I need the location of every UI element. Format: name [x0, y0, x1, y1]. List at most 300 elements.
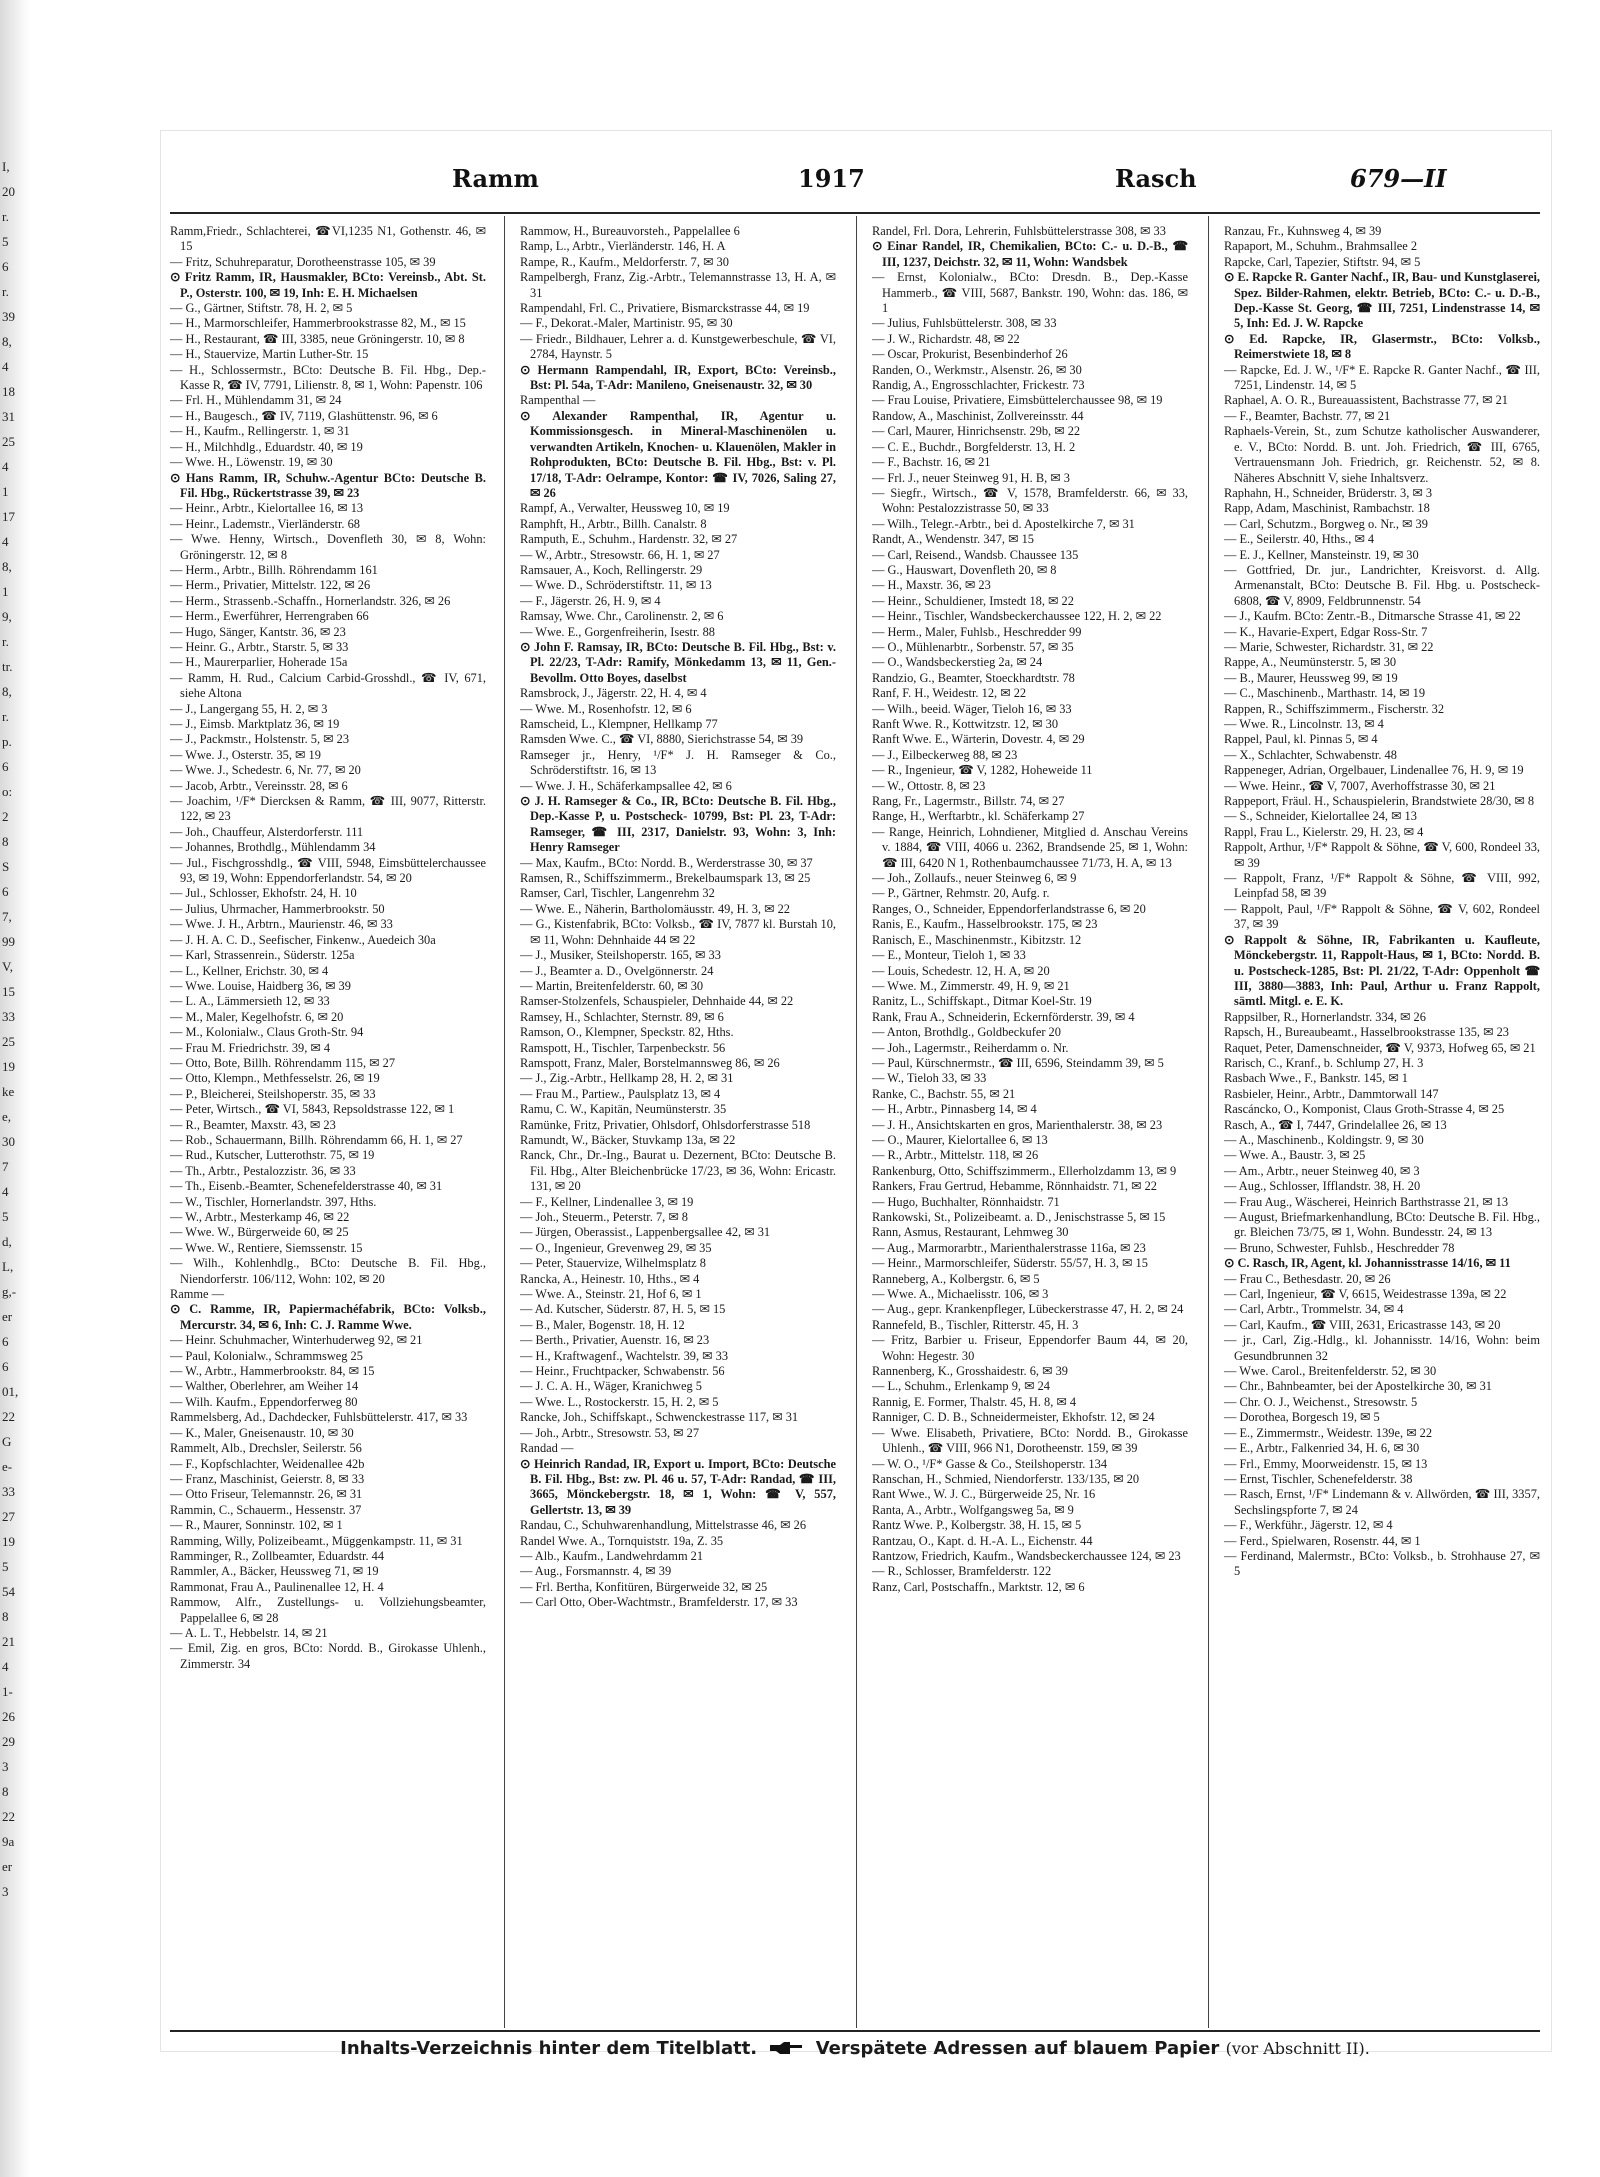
directory-entry: ⊙ E. Rapcke R. Ganter Nachf., IR, Bau- und Kunstglaserei, Spez. Bilder-Rahmen, elektr. Betrieb, BCto: C.- u. D.-B., Dep.-Kasse St. Georg, ☎ III, 7251, Lindenstrasse 14, ✉ 5, Inh: Ed. J. W. Rapcke — [1224, 270, 1540, 331]
gutter-fragment: 99 — [2, 934, 15, 949]
directory-entry: — H., Restaurant, ☎ III, 3385, neue Gröningerstr. 10, ✉ 8 — [170, 331, 465, 346]
gutter-fragment: V, — [2, 959, 13, 974]
directory-entry: Raphael, A. O. R., Bureauassistent, Bachstrasse 77, ✉ 21 — [1224, 393, 1508, 408]
directory-entry: — August, Briefmarkenhandlung, BCto: Deutsche B. Fil. Hbg., gr. Bleichen 73/75, ✉ 1, Wohn. Bundesstr. 24, ✉ 13 — [1224, 1210, 1540, 1240]
directory-entry: — Julius, Fuhlsbüttelerstr. 308, ✉ 33 — [872, 316, 1057, 331]
directory-entry: — P., Bleicherei, Steilshoperstr. 35, ✉ 33 — [170, 1086, 376, 1101]
directory-entry: Randow, A., Maschinist, Zollvereinsstr. 44 — [872, 408, 1084, 423]
gutter-fragment: g,- — [2, 1284, 17, 1299]
gutter-fragment: G — [2, 1434, 12, 1449]
gutter-fragment: 26 — [2, 1709, 15, 1724]
directory-entry: — X., Schlachter, Schwabenstr. 48 — [1224, 747, 1397, 762]
directory-entry: — Heinr. Schuhmacher, Winterhuderweg 92, ✉ 21 — [170, 1333, 423, 1348]
directory-entry: — Carl, Kaufm., ☎ VIII, 2631, Ericastrasse 143, ✉ 20 — [1224, 1317, 1501, 1332]
directory-entry: Rapp, Adam, Maschinist, Rambachstr. 18 — [1224, 501, 1430, 516]
directory-entry: Rasbieler, Heinr., Arbtr., Dammtorwall 147 — [1224, 1086, 1439, 1101]
gutter-fragment: 29 — [2, 1734, 15, 1749]
directory-entry: — Karl, Strassenrein., Süderstr. 125a — [170, 948, 355, 963]
directory-entry: Rancke, Joh., Schiffskapt., Schwenckestrasse 117, ✉ 31 — [520, 1410, 799, 1425]
directory-entry: Ramser, Carl, Tischler, Langenrehm 32 — [520, 886, 715, 901]
directory-entry: Rannenberg, K., Grosshaidestr. 6, ✉ 39 — [872, 1364, 1068, 1379]
directory-entry: — C. E., Buchdr., Borgfelderstr. 13, H. 2 — [872, 439, 1076, 454]
gutter-fragment: e, — [2, 1109, 12, 1124]
directory-entry: — S., Schneider, Kielortallee 24, ✉ 13 — [1224, 809, 1417, 824]
directory-entry: Ramson, O., Klempner, Speckstr. 82, Hths. — [520, 1025, 734, 1040]
directory-entry: Ramser-Stolzenfels, Schauspieler, Dehnhaide 44, ✉ 22 — [520, 994, 794, 1009]
directory-entry: Rapaport, M., Schuhm., Brahmsallee 2 — [1224, 239, 1418, 254]
page-footer — [170, 2038, 1540, 2072]
directory-entry: — F., Kellner, Lindenallee 3, ✉ 19 — [520, 1194, 694, 1209]
directory-entry: — Am., Arbtr., neuer Steinweg 40, ✉ 3 — [1224, 1163, 1420, 1178]
directory-entry: — H., Arbtr., Pinnasberg 14, ✉ 4 — [872, 1102, 1037, 1117]
directory-entry: Ramming, Willy, Polizeibeamt., Müggenkampstr. 11, ✉ 31 — [170, 1533, 463, 1548]
directory-entry: — Carl, Ingenieur, ☎ V, 6615, Weidestrasse 139a, ✉ 22 — [1224, 1287, 1507, 1302]
page-header — [170, 164, 1540, 200]
gutter-fragment: 22 — [2, 1409, 15, 1424]
directory-entry: — Wwe. E., Näherin, Bartholomäusstr. 49, H. 3, ✉ 22 — [520, 901, 790, 916]
directory-entry: Rammonat, Frau A., Paulinenallee 12, H. 4 — [170, 1579, 384, 1594]
gutter-fragment: r. — [2, 634, 9, 649]
directory-page — [170, 140, 1540, 2059]
directory-entry: — Oscar, Prokurist, Besenbinderhof 26 — [872, 347, 1068, 362]
directory-entry: — Ferd., Spielwaren, Rosenstr. 44, ✉ 1 — [1224, 1533, 1421, 1548]
directory-entry: — P., Gärtner, Rehmstr. 20, Aufg. r. — [872, 886, 1050, 901]
directory-entry: — Rappolt, Franz, ¹/F* Rappolt & Söhne, ☎ VIII, 992, Leinpfad 58, ✉ 39 — [1224, 871, 1540, 901]
gutter-fragment: 25 — [2, 1034, 15, 1049]
directory-entry: Randzio, G., Beamter, Stoeckhardtstr. 78 — [872, 670, 1075, 685]
gutter-fragment: ke — [2, 1084, 15, 1099]
directory-entry: — W., Tischler, Hornerlandstr. 397, Hths. — [170, 1194, 377, 1209]
footer-rule — [170, 2030, 1540, 2032]
directory-entry: Ramphft, H., Arbtr., Billh. Canalstr. 8 — [520, 516, 707, 531]
directory-entry: — G., Hauswart, Dovenfleth 20, ✉ 8 — [872, 562, 1057, 577]
directory-entry: — Wwe. D., Schröderstiftstr. 11, ✉ 13 — [520, 578, 712, 593]
binding-gutter — [0, 0, 30, 2177]
directory-entry: Rannefeld, B., Tischler, Ritterstr. 45, H. 3 — [872, 1317, 1079, 1332]
directory-entry: ⊙ Ed. Rapcke, IR, Glasermstr., BCto: Volksb., Reimerstwiete 18, ✉ 8 — [1224, 331, 1540, 362]
directory-entry: — L. A., Lämmersieth 12, ✉ 33 — [170, 994, 330, 1009]
directory-entry: — R., Arbtr., Mittelstr. 118, ✉ 26 — [872, 1148, 1039, 1163]
directory-entry: — Herm., Ewerführer, Herrengraben 66 — [170, 609, 369, 624]
directory-entry: — Frau M., Partiew., Paulsplatz 13, ✉ 4 — [520, 1086, 721, 1101]
gutter-fragment: e- — [2, 1459, 13, 1474]
directory-entry: — Wwe. A., Steinstr. 21, Hof 6, ✉ 1 — [520, 1287, 702, 1302]
directory-entry: — Heinr., Arbtr., Kielortallee 16, ✉ 13 — [170, 501, 364, 516]
directory-entry: — Joh., Arbtr., Stresowstr. 53, ✉ 27 — [520, 1425, 700, 1440]
gutter-fragment: 17 — [2, 509, 15, 524]
directory-entry: Rapcke, Carl, Tapezier, Stiftstr. 94, ✉ 5 — [1224, 254, 1421, 269]
directory-entry: — Joh., Lagermstr., Reiherdamm o. Nr. — [872, 1040, 1069, 1055]
directory-entry: — B., Maler, Bogenstr. 18, H. 12 — [520, 1317, 685, 1332]
gutter-fragment: 30 — [2, 1134, 15, 1149]
directory-entry: — Otto Friseur, Telemannstr. 26, ✉ 31 — [170, 1487, 363, 1502]
directory-entry: — Rapcke, Ed. J. W., ¹/F* E. Rapcke R. Ganter Nachf., ☎ III, 7251, Lindenstr. 14, ✉ 5 — [1224, 362, 1540, 393]
directory-entry: Ranft Wwe. R., Kottwitzstr. 12, ✉ 30 — [872, 717, 1059, 731]
directory-entry: — Carl, Arbtr., Trommelstr. 34, ✉ 4 — [1224, 1302, 1404, 1317]
directory-entry: — Heinr. G., Arbtr., Starstr. 5, ✉ 33 — [170, 639, 349, 654]
directory-entry: Ranta, A., Arbtr., Wolfgangsweg 5a, ✉ 9 — [872, 1502, 1074, 1517]
directory-entry: — E., Zimmermstr., Weidestr. 139e, ✉ 22 — [1224, 1425, 1433, 1440]
directory-entry: — J. H., Ansichtskarten en gros, Marienthalerstr. 38, ✉ 23 — [872, 1117, 1163, 1132]
directory-entry: Rappe, A., Neumünsterstr. 5, ✉ 30 — [1224, 655, 1397, 670]
directory-entry: — Wwe. R., Lincolnstr. 13, ✉ 4 — [1224, 717, 1384, 731]
directory-entry: Rampelbergh, Franz, Zig.-Arbtr., Telemannstrasse 13, H. A, ✉ 31 — [520, 270, 836, 300]
gutter-fragment: 6 — [2, 759, 9, 774]
gutter-fragment: er — [2, 1309, 13, 1324]
directory-entry: — J., Zig.-Arbtr., Hellkamp 28, H. 2, ✉ 31 — [520, 1071, 734, 1086]
directory-entry: — Frau M. Friedrichstr. 39, ✉ 4 — [170, 1040, 331, 1055]
directory-entry: — Jürgen, Oberassist., Lappenbergsallee 42, ✉ 31 — [520, 1225, 771, 1240]
directory-entry: — H., Milchhdlg., Eduardstr. 40, ✉ 19 — [170, 439, 363, 454]
directory-entry: — L., Schuhm., Erlenkamp 9, ✉ 24 — [872, 1379, 1050, 1394]
directory-entry: — Fritz, Schuhreparatur, Dorotheenstrasse 105, ✉ 39 — [170, 254, 436, 269]
directory-entry: Randel, Frl. Dora, Lehrerin, Fuhlsbüttelerstrasse 308, ✉ 33 — [872, 224, 1166, 238]
directory-entry: — Wwe. A., Baustr. 3, ✉ 25 — [1224, 1148, 1366, 1163]
gutter-fragment: 4 — [2, 1184, 9, 1199]
gutter-fragment: d, — [2, 1234, 12, 1249]
directory-entry: — Herm., Privatier, Mittelstr. 122, ✉ 26 — [170, 578, 371, 593]
directory-entry: — Wilh., beeid. Wäger, Tieloh 16, ✉ 33 — [872, 701, 1072, 716]
gutter-fragment: 8, — [2, 559, 12, 574]
directory-entry: — Peter, Wirtsch., ☎ VI, 5843, Repsoldstrasse 122, ✉ 1 — [170, 1102, 455, 1117]
directory-entry: — H., Marmorschleifer, Hammerbrookstrasse 82, M., ✉ 15 — [170, 316, 466, 331]
directory-entry: — Martin, Breitenfelderstr. 60, ✉ 30 — [520, 978, 704, 993]
directory-entry: — W., Ottostr. 8, ✉ 23 — [872, 778, 986, 793]
directory-column-4 — [1224, 224, 1540, 2024]
directory-entry: — H., Stauervize, Martin Luther-Str. 15 — [170, 347, 369, 362]
directory-entry: — E., Monteur, Tieloh 1, ✉ 33 — [872, 948, 1026, 963]
directory-entry: Ranges, O., Schneider, Eppendorferlandstrasse 6, ✉ 20 — [872, 901, 1146, 916]
directory-entry: Rammow, Alfr., Zustellungs- u. Vollziehungsbeamter, Pappelallee 6, ✉ 28 — [170, 1595, 486, 1625]
directory-entry: — J., Packmstr., Holstenstr. 5, ✉ 23 — [170, 732, 350, 747]
directory-entry: — Frau Louise, Privatiere, Eimsbüttelerchaussee 98, ✉ 19 — [872, 393, 1163, 408]
directory-entry: — A. L. T., Hebbelstr. 14, ✉ 21 — [170, 1625, 328, 1640]
directory-entry: — F., Dekorat.-Maler, Martinistr. 95, ✉ 30 — [520, 316, 733, 331]
directory-entry: — C., Maschinenb., Marthastr. 14, ✉ 19 — [1224, 686, 1426, 701]
gutter-fragment: I, — [2, 159, 10, 174]
directory-entry: — W. O., ¹/F* Gasse & Co., Steilshoperstr. 134 — [872, 1456, 1108, 1471]
gutter-fragment: 4 — [2, 534, 9, 549]
gutter-fragment: 1- — [2, 1684, 13, 1699]
gutter-fragment: 3 — [2, 1884, 9, 1899]
directory-entry: Ramputh, E., Schuhm., Hardenstr. 32, ✉ 27 — [520, 532, 738, 547]
directory-entry: — Frau Aug., Wäscherei, Heinrich Barthstrasse 21, ✉ 13 — [1224, 1194, 1509, 1209]
directory-entry: Rampf, A., Verwalter, Heussweg 10, ✉ 19 — [520, 501, 730, 516]
directory-entry: Ramsden Wwe. C., ☎ VI, 8880, Sierichstrasse 54, ✉ 39 — [520, 732, 804, 747]
pointing-hand-icon — [769, 2041, 803, 2055]
directory-entry: — Hugo, Sänger, Kantstr. 36, ✉ 23 — [170, 624, 346, 639]
gutter-fragment: 27 — [2, 1509, 15, 1524]
directory-entry: — M., Kolonialw., Claus Groth-Str. 94 — [170, 1025, 364, 1040]
directory-entry: — E. J., Kellner, Mansteinstr. 19, ✉ 30 — [1224, 547, 1419, 562]
directory-entry: — F., Jägerstr. 26, H. 9, ✉ 4 — [520, 593, 661, 608]
directory-entry: — H., Baugesch., ☎ IV, 7119, Glashüttenstr. 96, ✉ 6 — [170, 408, 438, 423]
directory-entry: — Louis, Schedestr. 12, H. A, ✉ 20 — [872, 963, 1050, 978]
gutter-fragment: 8, — [2, 684, 12, 699]
directory-entry: — Joh., Steuerm., Peterstr. 7, ✉ 8 — [520, 1210, 689, 1224]
directory-entry: — H., Schlossermstr., BCto: Deutsche B. Fil. Hbg., Dep.-Kasse R, ☎ IV, 7791, Lilienstr. 8, ✉ 1, Wohn: Papenstr. 106 — [170, 362, 486, 393]
directory-entry: Ramscheid, L., Klempner, Hellkamp 77 — [520, 717, 718, 731]
directory-entry: — Aug., Schlosser, Ifflandstr. 38, H. 20 — [1224, 1179, 1421, 1194]
directory-entry: Ramsey, H., Schlachter, Sternstr. 89, ✉ 6 — [520, 1009, 724, 1024]
directory-entry: Randig, A., Engrosschlachter, Frickestr. 73 — [872, 378, 1085, 393]
directory-entry: — Herm., Strassenb.-Schaffn., Hornerlandstr. 326, ✉ 26 — [170, 593, 451, 608]
directory-entry: — Wwe. Louise, Haidberg 36, ✉ 39 — [170, 978, 351, 993]
directory-entry: — H., Maurerparlier, Hoherade 15a — [170, 655, 348, 670]
directory-entry: Rantz Wwe. P., Kolbergstr. 38, H. 15, ✉ 5 — [872, 1518, 1082, 1533]
directory-entry: — Frl. H., Mühlendamm 31, ✉ 24 — [170, 393, 342, 408]
gutter-fragment: 9a — [2, 1834, 15, 1849]
directory-entry: — Wilh., Telegr.-Arbtr., bei d. Apostelkirche 7, ✉ 31 — [872, 516, 1135, 531]
gutter-fragment: 19 — [2, 1059, 15, 1074]
directory-entry: — Wwe. L., Rostockerstr. 15, H. 2, ✉ 5 — [520, 1394, 719, 1409]
directory-entry: — Heinr., Schuldiener, Imstedt 18, ✉ 22 — [872, 593, 1074, 608]
header-last-name: Rasch — [1115, 164, 1197, 193]
directory-entry: — Peter, Stauervize, Wilhelmsplatz 8 — [520, 1256, 706, 1271]
directory-entry: — Otto, Bote, Billh. Röhrendamm 115, ✉ 27 — [170, 1055, 396, 1070]
gutter-fragment: 54 — [2, 1584, 15, 1599]
directory-entry: — Th., Arbtr., Pestalozzistr. 36, ✉ 33 — [170, 1163, 356, 1178]
directory-entry: Rappl, Frau L., Kielerstr. 29, H. 23, ✉ 4 — [1224, 824, 1424, 839]
directory-entry: — Hugo, Buchhalter, Rönnhaidstr. 71 — [872, 1194, 1060, 1209]
directory-entry: Ramp, L., Arbtr., Vierländerstr. 146, H. A — [520, 239, 726, 254]
directory-entry: Randen, O., Werkmstr., Alsenstr. 26, ✉ 30 — [872, 362, 1082, 377]
directory-entry: — Aug., Marmorarbtr., Marienthalerstrasse 116a, ✉ 23 — [872, 1240, 1146, 1255]
directory-entry: — Otto, Klempn., Methfesselstr. 26, ✉ 19 — [170, 1071, 380, 1086]
directory-entry: — Carl, Schutzm., Borgweg o. Nr., ✉ 39 — [1224, 516, 1428, 531]
gutter-fragment: 20 — [2, 184, 15, 199]
directory-entry: — O., Mühlenarbtr., Sorbenstr. 57, ✉ 35 — [872, 639, 1074, 654]
directory-entry: ⊙ Hans Ramm, IR, Schuhw.-Agentur BCto: Deutsche B. Fil. Hbg., Rückertstrasse 39, ✉ 23 — [170, 470, 486, 500]
gutter-fragment: 15 — [2, 984, 15, 999]
directory-entry: Ranitz, L., Schiffskapt., Ditmar Koel-Str. 19 — [872, 994, 1092, 1009]
column-divider — [856, 216, 857, 2028]
gutter-fragment: 22 — [2, 1809, 15, 1824]
directory-entry: — O., Wandsbeckerstieg 2a, ✉ 24 — [872, 655, 1043, 670]
gutter-fragment: 6 — [2, 259, 9, 274]
directory-entry: — Frl. Bertha, Konfitüren, Bürgerweide 32, ✉ 25 — [520, 1579, 768, 1594]
gutter-fragment: 6 — [2, 1334, 9, 1349]
directory-entry: Ramminger, R., Zollbeamter, Eduardstr. 44 — [170, 1548, 385, 1563]
directory-entry: Ranniger, C. D. B., Schneidermeister, Ekhofstr. 12, ✉ 24 — [872, 1410, 1155, 1425]
directory-entry: — J., Kaufm. BCto: Zentr.-B., Ditmarsche Strasse 41, ✉ 22 — [1224, 609, 1521, 624]
directory-entry: Ramseger jr., Henry, ¹/F* J. H. Ramseger & Co., Schröderstiftstr. 16, ✉ 13 — [520, 747, 836, 778]
directory-entry: Rantzow, Friedrich, Kaufm., Wandsbeckerchaussee 124, ✉ 23 — [872, 1548, 1181, 1563]
directory-entry: — Wwe. A., Michaelisstr. 106, ✉ 3 — [872, 1287, 1049, 1302]
directory-entry: — J. C. A. H., Wäger, Kranichweg 5 — [520, 1379, 702, 1394]
header-rule — [170, 212, 1540, 214]
directory-entry: Rasch, A., ☎ I, 7447, Grindelallee 26, ✉ 13 — [1224, 1117, 1447, 1132]
directory-entry: Ramünke, Fritz, Privatier, Ohlsdorf, Ohlsdorferstrasse 518 — [520, 1117, 811, 1132]
directory-entry: — Ferdinand, Malermstr., BCto: Volksb., b. Strohhause 27, ✉ 5 — [1224, 1548, 1540, 1579]
directory-entry: Ramsen, R., Schiffszimmerm., Brekelbaumspark 13, ✉ 25 — [520, 871, 811, 886]
directory-entry: Ranneberg, A., Kolbergstr. 6, ✉ 5 — [872, 1271, 1040, 1286]
directory-entry: Rann, Asmus, Restaurant, Lehmweg 30 — [872, 1225, 1069, 1240]
directory-entry: — Th., Eisenb.-Beamter, Schenefelderstrasse 40, ✉ 31 — [170, 1179, 443, 1194]
directory-entry: Ramme — — [170, 1287, 225, 1302]
gutter-fragment: 1 — [2, 584, 9, 599]
directory-entry: Rappen, R., Schiffszimmerm., Fischerstr. 32 — [1224, 701, 1445, 716]
directory-entry: ⊙ Fritz Ramm, IR, Hausmakler, BCto: Vereinsb., Abt. St. P., Osterstr. 100, ✉ 19, Inh: E. H. Michaelsen — [170, 270, 486, 300]
footer-late-addresses-note: Verspätete Adressen auf blauem Papier — [815, 2038, 1220, 2059]
gutter-fragment: L, — [2, 1259, 14, 1274]
directory-entry: Rancka, A., Heinestr. 10, Hths., ✉ 4 — [520, 1271, 700, 1286]
directory-entry: — R., Schlosser, Bramfelderstr. 122 — [872, 1564, 1052, 1579]
directory-entry: — R., Maurer, Sonninstr. 102, ✉ 1 — [170, 1518, 343, 1533]
directory-entry: ⊙ C. Rasch, IR, Agent, kl. Johannisstrasse 14/16, ✉ 11 — [1224, 1256, 1511, 1271]
gutter-fragment: r. — [2, 709, 9, 724]
gutter-fragment: o: — [2, 784, 13, 799]
directory-entry: — Max, Kaufm., BCto: Nordd. B., Werderstrasse 30, ✉ 37 — [520, 855, 813, 870]
directory-entry: Ranft Wwe. E., Wärterin, Dovestr. 4, ✉ 29 — [872, 732, 1085, 747]
directory-entry: ⊙ John F. Ramsay, IR, BCto: Deutsche B. Fil. Hbg., Bst: v. Pl. 22/23, T-Adr: Ramify, Mönkedamm 13, ✉ 11, Gen.-Bevollm. Otto Boyes, daselbst — [520, 639, 836, 685]
header-page-number: 679—II — [1350, 164, 1447, 193]
gutter-fragment: 6 — [2, 1359, 9, 1374]
gutter-fragment: 4 — [2, 359, 9, 374]
gutter-fragment: 4 — [2, 459, 9, 474]
directory-entry: — Julius, Uhrmacher, Hammerbrookstr. 50 — [170, 901, 385, 916]
directory-entry: Randt, A., Wendenstr. 347, ✉ 15 — [872, 532, 1034, 547]
directory-entry: — W., Arbtr., Hammerbrookstr. 84, ✉ 15 — [170, 1364, 375, 1379]
directory-entry: — Frau C., Bethesdastr. 20, ✉ 26 — [1224, 1271, 1391, 1286]
directory-entry: — E., Seilerstr. 40, Hths., ✉ 4 — [1224, 532, 1375, 547]
directory-entry: Rampendahl, Frl. C., Privatiere, Bismarckstrasse 44, ✉ 19 — [520, 301, 810, 316]
directory-entry: Rang, Fr., Lagermstr., Billstr. 74, ✉ 27 — [872, 794, 1065, 809]
directory-entry: — B., Maurer, Heussweg 99, ✉ 19 — [1224, 670, 1398, 685]
directory-entry: — Carl Otto, Ober-Wachtmstr., Bramfelderstr. 17, ✉ 33 — [520, 1595, 798, 1610]
gutter-fragment: 39 — [2, 309, 15, 324]
directory-entry: — O., Ingenieur, Grevenweg 29, ✉ 35 — [520, 1240, 712, 1255]
directory-entry: — Wwe. M., Rosenhofstr. 12, ✉ 6 — [520, 701, 692, 716]
gutter-fragment: 19 — [2, 1534, 15, 1549]
directory-column-3 — [872, 224, 1188, 2024]
directory-entry: ⊙ Heinrich Randad, IR, Export u. Import, BCto: Deutsche B. Fil. Hbg., Bst: zw. Pl. 46 u. 57, T-Adr: Randad, ☎ III, 3665, Mönckebergstr. 18, ✉ 1, Wohn: ☎ V, 557, Gellertstr. 13, ✉ 39 — [520, 1456, 836, 1517]
directory-entry: — Wwe. M., Zimmerstr. 49, H. 9, ✉ 21 — [872, 978, 1070, 993]
directory-entry: Rammelt, Alb., Drechsler, Seilerstr. 56 — [170, 1441, 362, 1456]
directory-entry: Ramm,Friedr., Schlachterei, ☎VI,1235 N1, Gothenstr. 46, ✉ 15 — [170, 224, 486, 254]
footer-section-note: (vor Abschnitt II). — [1225, 2039, 1370, 2058]
directory-entry: — Wwe. H., Löwenstr. 19, ✉ 30 — [170, 455, 333, 470]
gutter-fragment: p. — [2, 734, 12, 749]
directory-entry: — Rappolt, Paul, ¹/F* Rappolt & Söhne, ☎ V, 602, Rondeel 37, ✉ 39 — [1224, 901, 1540, 932]
directory-entry: — Fritz, Barbier u. Friseur, Eppendorfer Baum 44, ✉ 20, Wohn: Hegestr. 30 — [872, 1333, 1188, 1363]
directory-entry: Rankers, Frau Gertrud, Hebamme, Rönnhaidstr. 71, ✉ 22 — [872, 1179, 1157, 1194]
directory-entry: ⊙ C. Ramme, IR, Papiermachéfabrik, BCto: Volksb., Mercurstr. 34, ✉ 6, Inh: C. J. Ramme Wwe. — [170, 1302, 486, 1332]
gutter-fragment: r. — [2, 209, 9, 224]
directory-entry: Rapsch, H., Bureaubeamt., Hasselbrookstrasse 135, ✉ 23 — [1224, 1025, 1509, 1040]
directory-entry: Randau, C., Schuhwarenhandlung, Mittelstrasse 46, ✉ 26 — [520, 1518, 807, 1533]
gutter-fragment: 21 — [2, 1634, 15, 1649]
gutter-fragment: 01, — [2, 1384, 19, 1399]
directory-entry: Rappel, Paul, kl. Pinnas 5, ✉ 4 — [1224, 732, 1378, 747]
directory-entry: — J., Beamter a. D., Ovelgönnerstr. 24 — [520, 963, 714, 978]
directory-entry: — W., Tieloh 33, ✉ 33 — [872, 1071, 987, 1086]
directory-entry: — Range, Heinrich, Lohndiener, Mitglied d. Anschau Vereins v. 1884, ☎ VIII, 4066 u. 2362, Brandsende 25, ✉ 1, Wohn: ☎ III, 6420 N 1, Rothenbaumchaussee 71/73, H. A, ✉ 13 — [872, 824, 1188, 870]
directory-entry: — Joh., Chauffeur, Alsterdorferstr. 111 — [170, 824, 364, 839]
directory-entry: — G., Kistenfabrik, BCto: Volksb., ☎ IV, 7877 kl. Burstah 10, ✉ 11, Wohn: Dehnhaide 44 ✉ 22 — [520, 917, 836, 947]
gutter-fragment: 18 — [2, 384, 15, 399]
directory-entry: Ranis, E., Kaufm., Hasselbrookstr. 175, ✉ 23 — [872, 917, 1098, 932]
gutter-fragment: 8, — [2, 334, 12, 349]
directory-entry: — Alb., Kaufm., Landwehrdamm 21 — [520, 1548, 704, 1563]
directory-entry: — H., Kraftwagenf., Wachtelstr. 39, ✉ 33 — [520, 1348, 729, 1363]
directory-entry: — Paul, Kürschnermstr., ☎ III, 6596, Steindamm 39, ✉ 5 — [872, 1055, 1164, 1070]
directory-entry: — Aug., gepr. Krankenpfleger, Lübeckerstrasse 47, H. 2, ✉ 24 — [872, 1302, 1184, 1317]
directory-entry: — A., Maschinenb., Koldingstr. 9, ✉ 30 — [1224, 1132, 1424, 1147]
directory-entry: Rarisch, C., Kranf., b. Schlump 27, H. 3 — [1224, 1055, 1424, 1070]
directory-entry: — Wilh. Kaufm., Eppendorferweg 80 — [170, 1394, 358, 1409]
directory-entry: ⊙ Einar Randel, IR, Chemikalien, BCto: C.- u. D.-B., ☎ III, 1237, Deichstr. 32, ✉ 11, Wohn: Wandsbek — [872, 239, 1188, 269]
directory-entry: Rammow, H., Bureauvorsteh., Pappelallee 6 — [520, 224, 740, 238]
directory-entry: — Rob., Schauermann, Billh. Röhrendamm 66, H. 1, ✉ 27 — [170, 1132, 463, 1147]
directory-entry: — J. W., Richardstr. 48, ✉ 22 — [872, 331, 1020, 346]
directory-entry: Rasbach Wwe., F., Bankstr. 145, ✉ 1 — [1224, 1071, 1408, 1086]
directory-entry: — K., Havarie-Expert, Edgar Ross-Str. 7 — [1224, 624, 1428, 639]
directory-entry: — Carl, Maurer, Hinrichsenstr. 29b, ✉ 22 — [872, 424, 1081, 439]
directory-entry: — Wwe. J., Schedestr. 6, Nr. 77, ✉ 20 — [170, 763, 361, 778]
directory-entry: — K., Maler, Gneisenaustr. 10, ✉ 30 — [170, 1425, 354, 1440]
directory-entry: — W., Arbtr., Mesterkamp 46, ✉ 22 — [170, 1210, 350, 1224]
gutter-fragment: 8 — [2, 834, 9, 849]
directory-entry: Rascáncko, O., Komponist, Claus Groth-Strasse 4, ✉ 25 — [1224, 1102, 1505, 1117]
directory-entry: — Wwe. Heinr., ☎ V, 7007, Averhoffstrasse 30, ✉ 21 — [1224, 778, 1496, 793]
directory-entry: Rappeport, Fräul. H., Schauspielerin, Brandstwiete 28/30, ✉ 8 — [1224, 794, 1535, 809]
directory-entry: — Wwe. J. H., Schäferkampsallee 42, ✉ 6 — [520, 778, 732, 793]
directory-entry: Rantzau, O., Kapt. d. H.-A. L., Eichenstr. 44 — [872, 1533, 1093, 1548]
directory-entry: Ranz, Carl, Postschaffn., Marktstr. 12, ✉ 6 — [872, 1579, 1085, 1594]
directory-entry: — Aug., Forsmannstr. 4, ✉ 39 — [520, 1564, 672, 1579]
gutter-fragment: er — [2, 1859, 13, 1874]
directory-entry: — Anton, Brothdlg., Goldbeckufer 20 — [872, 1025, 1061, 1040]
directory-entry: — Friedr., Bildhauer, Lehrer a. d. Kunstgewerbeschule, ☎ VI, 2784, Haynstr. 5 — [520, 331, 836, 362]
directory-entry: ⊙ Alexander Rampenthal, IR, Agentur u. Kommissionsgesch. in Mineral-Maschinenölen u. verwandten Artikeln, Knochen- u. Klauenölen, Makler in Rohprodukten, BCto: Deutsche B. Fil. Hbg., Bst: v. Pl. 17/18, T-Adr: Oelrampe, Kontor: ☎ IV, 7026, Saling 27, ✉ 26 — [520, 408, 836, 500]
directory-entry: — Bruno, Schwester, Fuhlsb., Heschredder 78 — [1224, 1240, 1455, 1255]
gutter-fragment: r. — [2, 284, 9, 299]
directory-entry: — Frl. J., neuer Steinweg 91, H. B, ✉ 3 — [872, 470, 1070, 485]
gutter-fragment: 8 — [2, 1784, 9, 1799]
directory-entry: Ranzau, Fr., Kuhnsweg 4, ✉ 39 — [1224, 224, 1382, 238]
directory-entry: Ranck, Chr., Dr.-Ing., Baurat u. Dezernent, BCto: Deutsche B. Fil. Hbg., Alter Bleichenbrücke 17/23, ✉ 36, Wohn: Ericastr. 131, ✉ 20 — [520, 1148, 836, 1194]
header-first-name: Ramm — [452, 164, 539, 193]
footer-index-note: Inhalts-Verzeichnis hinter dem Titelblatt. — [340, 2038, 758, 2059]
gutter-fragment: 8 — [2, 1609, 9, 1624]
directory-entry: — Carl, Reisend., Wandsb. Chaussee 135 — [872, 547, 1079, 562]
gutter-fragment: 9, — [2, 609, 12, 624]
directory-entry: — F., Bachstr. 16, ✉ 21 — [872, 455, 991, 470]
directory-entry: — Johannes, Brothdlg., Mühlendamm 34 — [170, 840, 376, 855]
directory-entry: — Ad. Kutscher, Süderstr. 87, H. 5, ✉ 15 — [520, 1302, 726, 1317]
directory-entry: Ranschan, H., Schmied, Niendorferstr. 133/135, ✉ 20 — [872, 1471, 1140, 1486]
directory-entry: — Wwe. E., Gorgenfreiherin, Isestr. 88 — [520, 624, 715, 639]
gutter-fragment: 7, — [2, 909, 12, 924]
directory-column-2 — [520, 224, 836, 2024]
directory-entry: — Dorothea, Borgesch 19, ✉ 5 — [1224, 1410, 1380, 1425]
directory-entry: Rampenthal — — [520, 393, 596, 408]
directory-entry: — Chr. O. J., Weichenst., Stresowstr. 5 — [1224, 1394, 1418, 1409]
directory-entry: — Joachim, ¹/F* Diercksen & Ramm, ☎ III, 9077, Ritterstr. 122, ✉ 23 — [170, 794, 486, 824]
directory-entry: — Jul., Schlosser, Ekhofstr. 24, H. 10 — [170, 886, 357, 901]
directory-entry: Rammin, C., Schauerm., Hessenstr. 37 — [170, 1502, 362, 1517]
gutter-fragment: 5 — [2, 234, 9, 249]
directory-entry: — G., Gärtner, Stiftstr. 78, H. 2, ✉ 5 — [170, 301, 353, 316]
directory-entry: — Emil, Zig. en gros, BCto: Nordd. B., Girokasse Uhlenh., Zimmerstr. 34 — [170, 1641, 486, 1671]
directory-entry: — Jul., Fischgrosshdlg., ☎ VIII, 5948, Eimsbüttelerchaussee 93, ✉ 19, Wohn: Eppendorferlandstr. 54, ✉ 20 — [170, 855, 486, 886]
directory-entry: Rankenburg, Otto, Schiffszimmerm., Ellerholzdamm 13, ✉ 9 — [872, 1163, 1177, 1178]
directory-entry: Rank, Frau A., Schneiderin, Eckernförderstr. 39, ✉ 4 — [872, 1009, 1135, 1024]
directory-entry: Rampe, R., Kaufm., Meldorferstr. 7, ✉ 30 — [520, 254, 729, 269]
directory-entry: — Walther, Oberlehrer, am Weiher 14 — [170, 1379, 359, 1394]
directory-entry: — Berth., Privatier, Auenstr. 16, ✉ 23 — [520, 1333, 710, 1348]
